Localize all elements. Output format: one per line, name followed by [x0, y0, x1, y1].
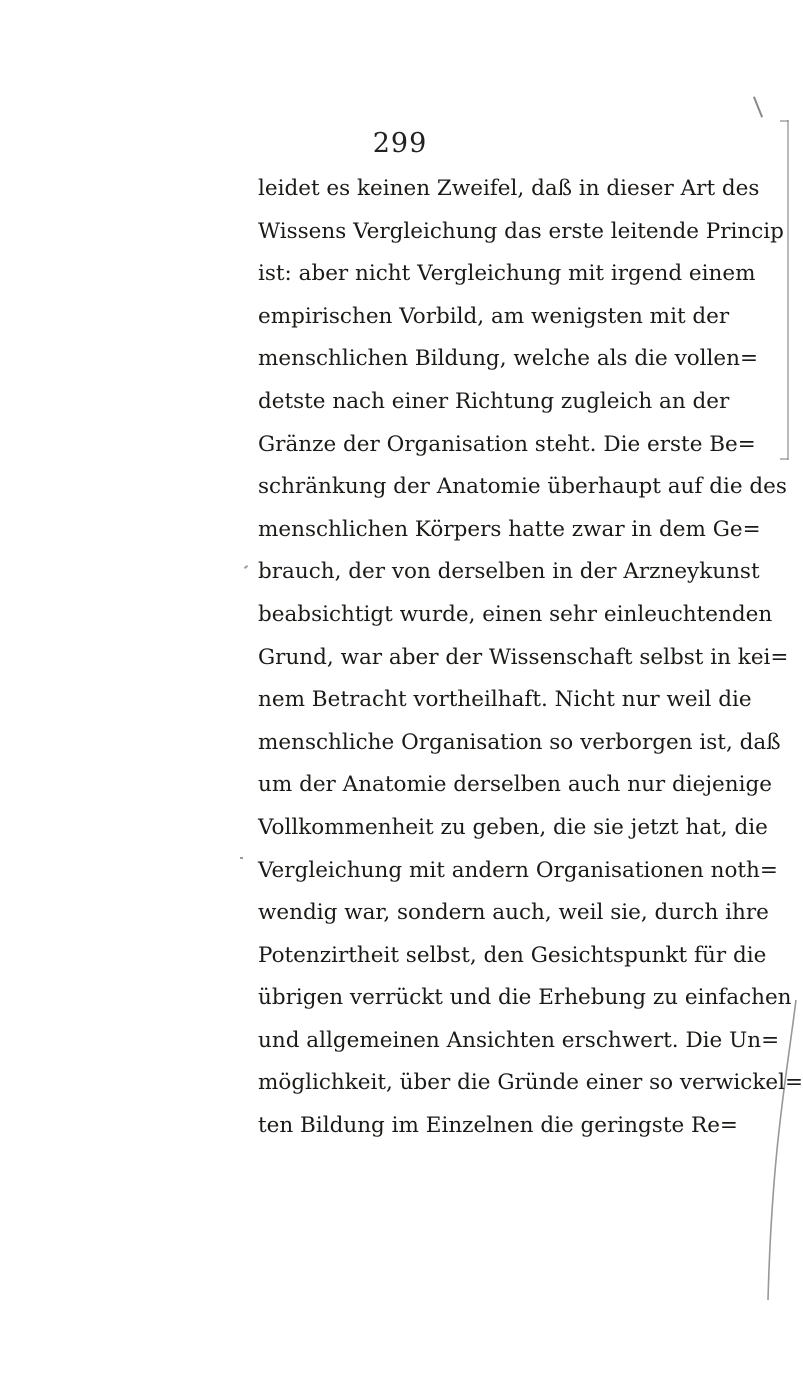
text-line: Vergleichung mit andern Organisationen noth=: [258, 857, 778, 883]
text-line: leidet es keinen Zweifel, daß in dieser Art des: [258, 176, 760, 201]
text-line: um der Anatomie derselben auch nur diejenige: [258, 772, 772, 798]
scan-mark: [780, 458, 788, 460]
body-text: [258, 168, 803, 1148]
text-line: detste nach einer Richtung zugleich an der: [258, 388, 730, 414]
text-line: nem Betracht vortheilhaft. Nicht nur weil die: [258, 687, 752, 713]
text-line: menschliche Organisation so verborgen ist, daß: [258, 729, 781, 755]
text-line: und allgemeinen Ansichten erschwert. Die Un=: [258, 1027, 780, 1053]
text-line: Vollkommenheit zu geben, die sie jetzt hat, die: [258, 814, 768, 840]
scan-mark: [787, 120, 789, 460]
text-line: Potenzirtheit selbst, den Gesichtspunkt für die: [258, 942, 767, 968]
page-number: 299: [372, 128, 428, 159]
text-line: brauch, der von derselben in der Arzneykunst: [258, 559, 760, 585]
text-line: Gränze der Organisation steht. Die erste Be=: [258, 431, 756, 457]
scan-mark: [753, 96, 763, 117]
text-line: empirischen Vorbild, am wenigsten mit der: [258, 303, 730, 329]
text-line: Wissens Vergleichung das erste leitende Princip: [258, 218, 784, 244]
text-line: wendig war, sondern auch, weil sie, durch ihre: [258, 900, 769, 926]
text-line: beabsichtigt wurde, einen sehr einleuchtenden: [258, 601, 773, 627]
text-line: menschlichen Körpers hatte zwar in dem Ge=: [258, 516, 761, 542]
text-line: ten Bildung im Einzelnen die geringste Re=: [258, 1113, 738, 1139]
scan-mark: [240, 857, 243, 859]
text-line: schränkung der Anatomie überhaupt auf die des: [258, 474, 787, 500]
text-line: ist: aber nicht Vergleichung mit irgend einem: [258, 261, 756, 287]
scan-edge-curve: [760, 1000, 800, 1300]
text-line: übrigen verrückt und die Erhebung zu einfachen: [258, 985, 792, 1011]
text-line: Grund, war aber der Wissenschaft selbst in kei=: [258, 644, 789, 670]
scan-mark: [244, 565, 248, 569]
text-line: möglichkeit, über die Gründe einer so verwickel=: [258, 1070, 803, 1096]
text-line: menschlichen Bildung, welche als die vollen=: [258, 346, 759, 372]
scan-mark: [780, 120, 788, 122]
